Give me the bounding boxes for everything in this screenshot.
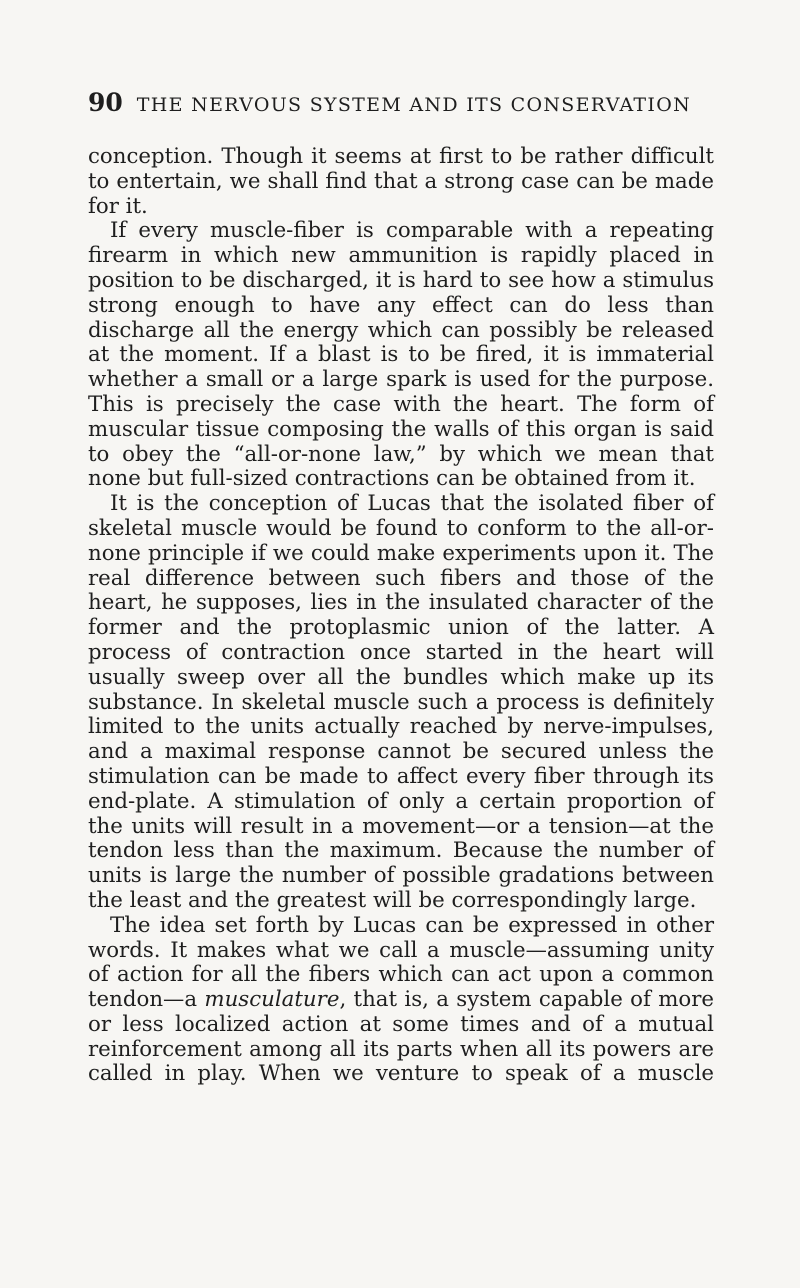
paragraph-4 [88,914,714,1088]
page-number: 90 [88,88,123,117]
paragraph-2: If every muscle-fiber is comparable with a repeating firearm in which new ammunition is rapidly placed in position to be discharged, it is hard to see how a stimulus strong enough to have any effect can do less than discharge all the energy which can possibly be released at the moment. If a blast is to be fired, it is immaterial whether a small or a large spark is used for the purpose. This is precisely the case with the heart. The form of muscular tissue composing the walls of this organ is said to obey the “all-or-none law,” by which we mean that none but full-sized contractions can be obtained from it. [88,218,714,492]
running-title: THE NERVOUS SYSTEM AND ITS CONSERVATION [136,94,692,116]
emphasized-term: musculature [204,987,340,1013]
paragraph-3: It is the conception of Lucas that the isolated fiber of skeletal muscle would be found to conform to the all-or-none principle if we could make experiments upon it. The real difference between such fibers and those of the heart, he supposes, lies in the insulated character of the former and the protoplasmic union of the latter. A process of contraction once started in the heart will usually sweep over all the bundles which make up its substance. In skeletal muscle such a process is definitely limited to the units actually reached by nerve-impulses, and a maximal response cannot be secured unless the stimulation can be made to affect every fiber through its end-plate. A stimulation of only a certain proportion of the units will result in a movement—or a tension—at the tendon less than the maximum. Because the number of units is large the number of possible gradations between the least and the greatest will be correspondingly large. [88,491,714,913]
running-header [88,88,714,117]
body-text [88,145,714,1087]
paragraph-4-text-before: The idea set forth by Lucas can be expressed in other words. It makes what we call a muscle—assuming unity of action for all the fibers which can act upon a common tendon—a [88,912,714,1013]
book-page [88,88,714,1087]
paragraph-1: conception. Though it seems at first to be rather difficult to entertain, we shall find that a strong case can be made for it. [88,144,714,219]
paragraph-4-text-after: , that is, a system capable of more or less localized action at some times and of a mutual reinforcement among all its parts when all its powers are called in play. When we venture to speak of a muscle [88,987,714,1087]
